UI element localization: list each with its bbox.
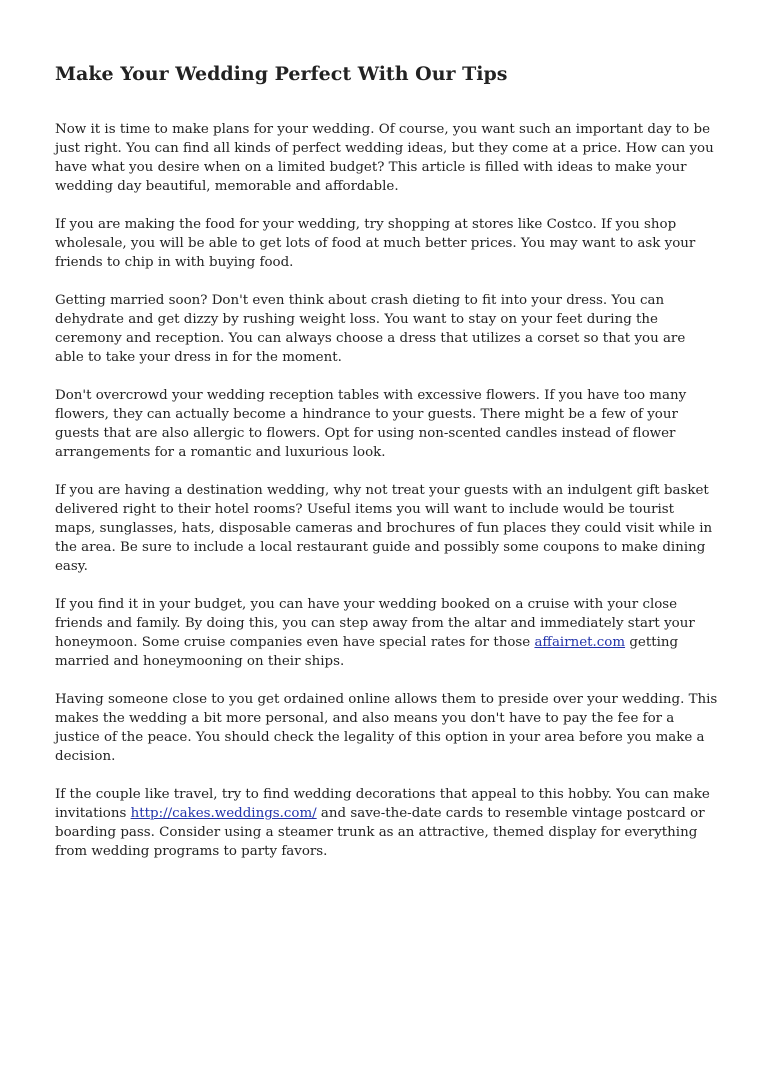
paragraph-cruise-text-end: getting married and honeymooning on their ships.	[55, 635, 679, 669]
paragraph-cruise	[55, 595, 718, 671]
paragraph-ordained: Having someone close to you get ordained online allows them to preside over your wedding. This makes the wedding a bit more personal, and also means you don't have to pay the fee for a justice of the peace. You should check the legality of this option in your area before you make a decision.	[55, 692, 718, 764]
paragraph-travel	[55, 785, 718, 861]
paragraph-dieting: Getting married soon? Don't even think about crash dieting to fit into your dress. You can dehydrate and get dizzy by rushing weight loss. You want to stay on your feet during the ceremony and reception. You can always choose a dress that utilizes a corset so that you are able to take your dress in for the moment.	[55, 293, 686, 365]
affairnet-link[interactable]: affairnet.com	[534, 635, 626, 650]
cakes-weddings-link[interactable]: http://cakes.weddings.com/	[130, 806, 317, 821]
document-title: Make Your Wedding Perfect With Our Tips	[55, 63, 508, 85]
paragraph-flowers: Don't overcrowd your wedding reception tables with excessive flowers. If you have too many flowers, they can actually become a hindrance to your guests. There might be a few of your guests that are also allergic to flowers. Opt for using non-scented candles instead of flower arrangements for a romantic and luxurious look.	[55, 388, 687, 460]
paragraph-destination: If you are having a destination wedding, why not treat your guests with an indulgent gift basket delivered right to their hotel rooms? Useful items you will want to include would be tourist maps, sunglasses, hats, disposable cameras and brochures of fun places they could visit while in the area. Be sure to include a local restaurant guide and possibly some coupons to make dining easy.	[55, 483, 713, 574]
paragraph-travel-text-start: If the couple like travel, try to find wedding decorations that appeal to this hobby. You can make invitations	[55, 787, 710, 821]
paragraph-intro: Now it is time to make plans for your wedding. Of course, you want such an important day to be just right. You can find all kinds of perfect wedding ideas, but they come at a price. How can you have what you desire when on a limited budget? This article is filled with ideas to make your wedding day beautiful, memorable and affordable.	[55, 122, 714, 194]
paragraph-food: If you are making the food for your wedding, try shopping at stores like Costco. If you shop wholesale, you will be able to get lots of food at much better prices. You may want to ask your friends to chip in with buying food.	[55, 217, 696, 270]
paragraph-travel-text-end: and save-the-date cards to resemble vintage postcard or boarding pass. Consider using a steamer trunk as an attractive, themed display for everything from wedding programs to party favors.	[55, 806, 705, 859]
paragraph-cruise-text-start: If you find it in your budget, you can have your wedding booked on a cruise with your close friends and family. By doing this, you can step away from the altar and immediately start your honeymoon. Some cruise companies even have special rates for those	[55, 597, 695, 650]
